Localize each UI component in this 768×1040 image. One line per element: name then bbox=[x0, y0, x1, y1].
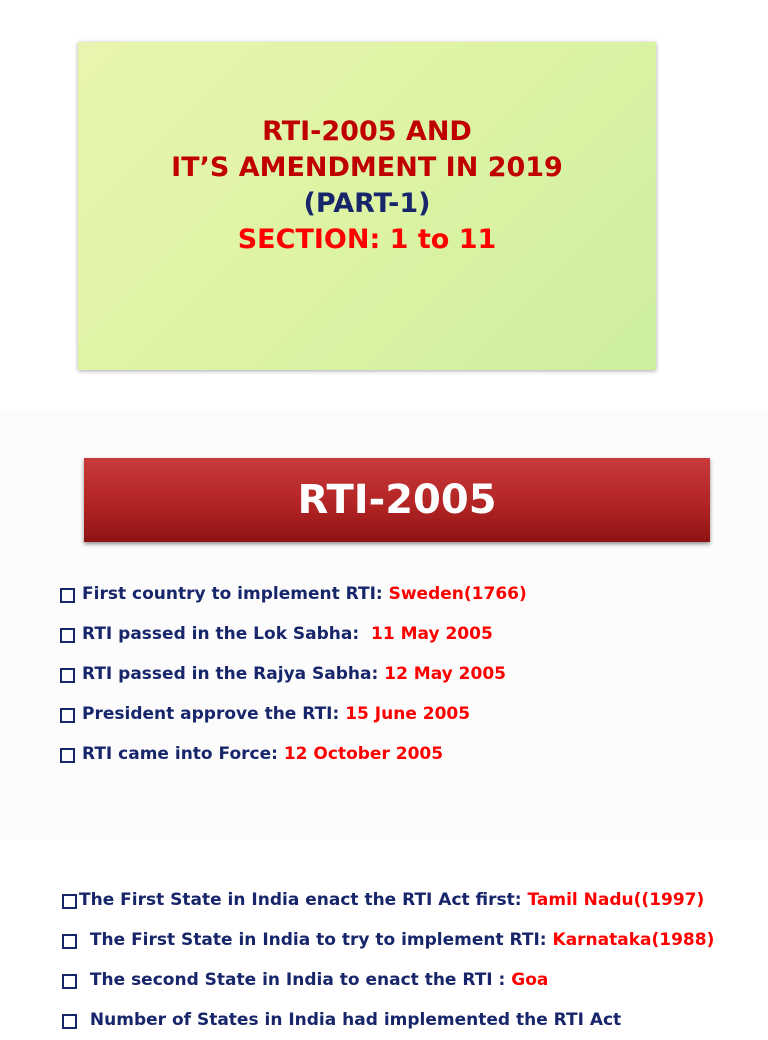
checkbox-bullet-icon bbox=[60, 708, 75, 723]
item-value: Sweden(1766) bbox=[388, 584, 527, 604]
list-item bbox=[60, 694, 527, 734]
list-item bbox=[60, 574, 527, 614]
item-value: 15 June 2005 bbox=[345, 704, 471, 724]
states-list bbox=[62, 880, 714, 1040]
list-item bbox=[62, 960, 714, 1000]
checkbox-bullet-icon bbox=[62, 894, 77, 909]
checkbox-bullet-icon bbox=[60, 628, 75, 643]
checkbox-bullet-icon bbox=[60, 588, 75, 603]
title-line-2: IT’S AMENDMENT IN 2019 bbox=[171, 152, 563, 183]
checkbox-bullet-icon bbox=[62, 1014, 77, 1029]
list-item bbox=[60, 734, 527, 774]
item-value: Goa bbox=[511, 970, 549, 990]
item-label: President approve the RTI: bbox=[82, 704, 346, 724]
title-box bbox=[78, 42, 656, 370]
list-item bbox=[60, 614, 527, 654]
section-label: SECTION: 1 to 11 bbox=[237, 224, 497, 255]
item-value: Tamil Nadu((1997) bbox=[527, 890, 705, 910]
rti-2005-slide bbox=[0, 410, 768, 840]
title-slide bbox=[0, 0, 768, 410]
item-label: RTI came into Force: bbox=[82, 744, 284, 764]
item-value: 11 May 2005 bbox=[371, 624, 493, 644]
item-label: RTI passed in the Lok Sabha: bbox=[82, 624, 372, 644]
item-label: Number of States in India had implemented the RTI Act bbox=[84, 1010, 622, 1030]
item-label: First country to implement RTI: bbox=[82, 584, 389, 604]
item-label: The First State in India to try to implement RTI: bbox=[84, 930, 553, 950]
checkbox-bullet-icon bbox=[60, 668, 75, 683]
slide-banner: RTI-2005 bbox=[84, 458, 710, 542]
list-item bbox=[62, 1000, 714, 1040]
part-label: (PART-1) bbox=[303, 188, 431, 219]
item-label: The second State in India to enact the RTI : bbox=[84, 970, 512, 990]
item-label: The First State in India enact the RTI Act first: bbox=[79, 890, 528, 910]
title-line-1: RTI-2005 AND bbox=[262, 116, 472, 147]
checkbox-bullet-icon bbox=[62, 974, 77, 989]
item-value: 12 May 2005 bbox=[384, 664, 506, 684]
states-slide bbox=[0, 840, 768, 1030]
facts-list bbox=[60, 574, 527, 774]
list-item bbox=[62, 880, 714, 920]
list-item bbox=[60, 654, 527, 694]
item-label: RTI passed in the Rajya Sabha: bbox=[82, 664, 385, 684]
checkbox-bullet-icon bbox=[60, 748, 75, 763]
item-value: Karnataka(1988) bbox=[552, 930, 715, 950]
checkbox-bullet-icon bbox=[62, 934, 77, 949]
list-item bbox=[62, 920, 714, 960]
item-value: 12 October 2005 bbox=[283, 744, 444, 764]
